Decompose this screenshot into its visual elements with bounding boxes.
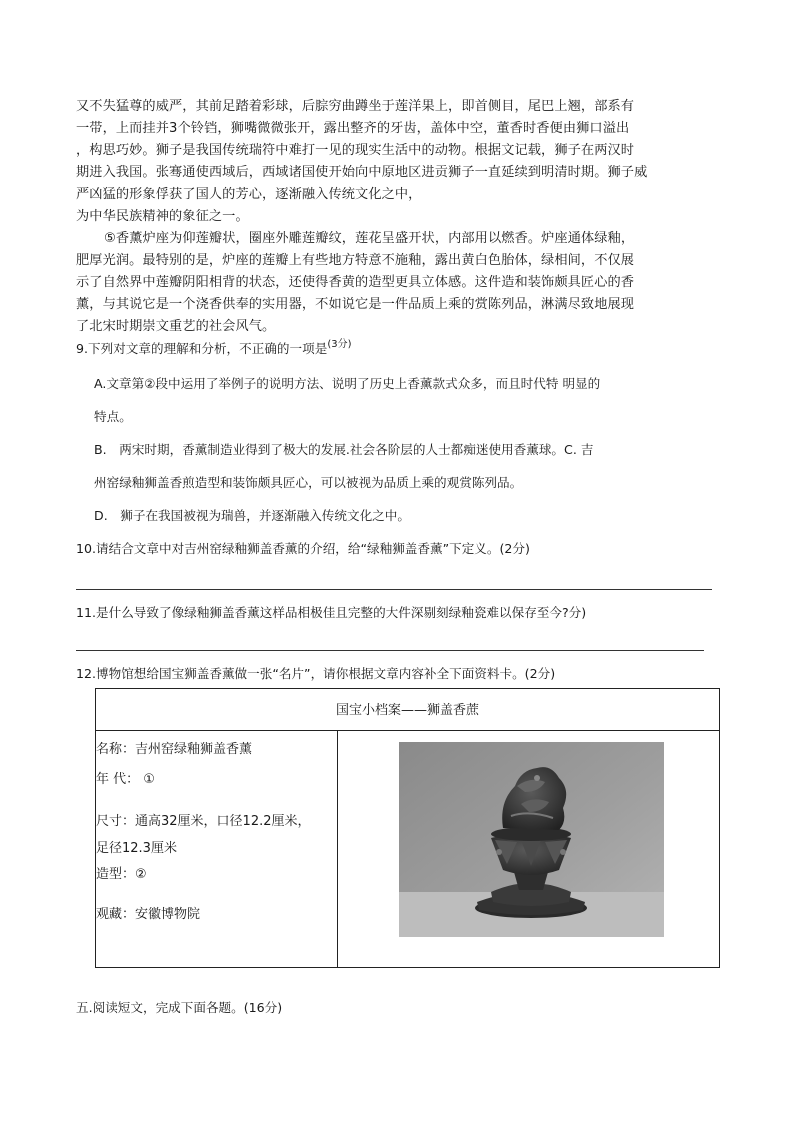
passage-line-5: 严凶猛的形象俘获了国人的芳心，逐渐融入传统文化之中，: [76, 187, 422, 202]
card-size-line2: 足径12.3厘米: [96, 841, 177, 856]
q10-text: 10.请结合文章中对吉州窑绿釉狮盖香薰的介绍，给“绿釉狮盖香薰”下定义。(2分): [76, 541, 530, 556]
q9-stem-text: 9.下列对文章的理解和分析，不正确的一项是: [76, 341, 328, 356]
q11-answer-line[interactable]: [76, 650, 704, 651]
card-title: 国宝小档案——狮盖香蔗: [335, 703, 479, 718]
passage-line-3: ，构思巧妙。狮子是我国传统瑞符中难打一见的现实生活中的动物。根据文记载，狮子在两汉时: [76, 143, 635, 158]
passage-line-1: 又不失猛尊的威严，其前足踏着彩球，后腙穷曲蹲坐于莲洋果上，即首侧目，尾巴上翘，部系有: [76, 99, 635, 114]
q9-score: (3分): [327, 339, 352, 350]
card-collection: 观藏：安徽博物院: [96, 907, 201, 922]
card-fields: [96, 730, 338, 967]
card-era[interactable]: 年 代： ①: [96, 772, 155, 787]
passage-line-6: 为中华民族精神的象征之一。: [76, 209, 249, 224]
q10-answer-line[interactable]: [76, 589, 712, 590]
card-size-line1: 尺寸：通高32厘米，口径12.2厘米，: [96, 814, 311, 829]
q11-text: 11.是什么导致了像绿釉狮盖香薰这样品相极佳且完整的大件深剔刻绿釉瓷难以保存至今?分): [76, 605, 587, 620]
q12-text: 12.博物馆想给国宝狮盖香薰做一张“名片”，请你根据文章内容补全下面资料卡。(2分): [76, 666, 556, 681]
incense-burner-image: [399, 742, 664, 937]
passage-line-7: ⑤香薰炉座为仰莲瓣状，圈座外雕莲瓣纹，莲花呈盛开状，内部用以燃香。炉座通体绿釉，: [104, 231, 635, 246]
q9-option-a-line1: A.文章第②段中运用了举例子的说明方法、说明了历史上香薰款式众多，而且时代特 明显的: [94, 376, 601, 391]
section5-heading: 五.阅读短文，完成下面各题。(16分): [76, 1000, 283, 1015]
info-card: [95, 688, 720, 968]
card-title-row: [96, 689, 719, 731]
q9-option-b-line1: B. 两宋时期，香薰制造业得到了极大的发展.社会各阶层的人士都痴迷使用香薰球。C. 吉: [94, 442, 594, 457]
passage-line-11: 了北宋时期崇文重艺的社会风气。: [76, 319, 276, 334]
passage-line-8: 肥厚光润。最特别的是，炉座的莲瓣上有些地方特意不施釉，露出黄白色胎体，绿相间，不仅展: [76, 253, 635, 268]
passage-line-10: 薰，与其说它是一个浇香供奉的实用器，不如说它是一件品质上乘的赏陈列品，淋满尽致地展现: [76, 297, 635, 312]
card-shape[interactable]: 造型：②: [96, 867, 147, 882]
q9-option-a-line2: 特点。: [94, 409, 132, 424]
passage-line-2: 一带，上而挂并3个铃铛，狮嘴微微张开，露出整齐的牙齿，盖体中空，董香时香便由狮口溢出: [76, 121, 630, 136]
passage-line-9: 示了自然界中莲瓣阴阳相背的状态，还使得香黄的造型更具立体感。这件造和装饰颇具匠心的香: [76, 275, 635, 290]
q9-stem: [76, 339, 351, 359]
card-name: 名称：吉州窑绿釉狮盖香薰: [96, 742, 253, 757]
card-image-cell: [338, 730, 719, 967]
incense-burner-photo: [399, 742, 664, 937]
q9-option-b-line2: 州窑绿釉狮盖香煎造型和装饰颇具匠心，可以被视为品质上乘的观赏陈列品。: [94, 475, 523, 490]
passage-line-4: 期进入我国。张骞通使西域后，西域诸国使开始向中原地区进贡狮子一直延续到明清时期。狮子威: [76, 165, 648, 180]
q9-option-d: D. 狮子在我国被视为瑞兽，并逐渐融入传统文化之中。: [94, 508, 410, 523]
